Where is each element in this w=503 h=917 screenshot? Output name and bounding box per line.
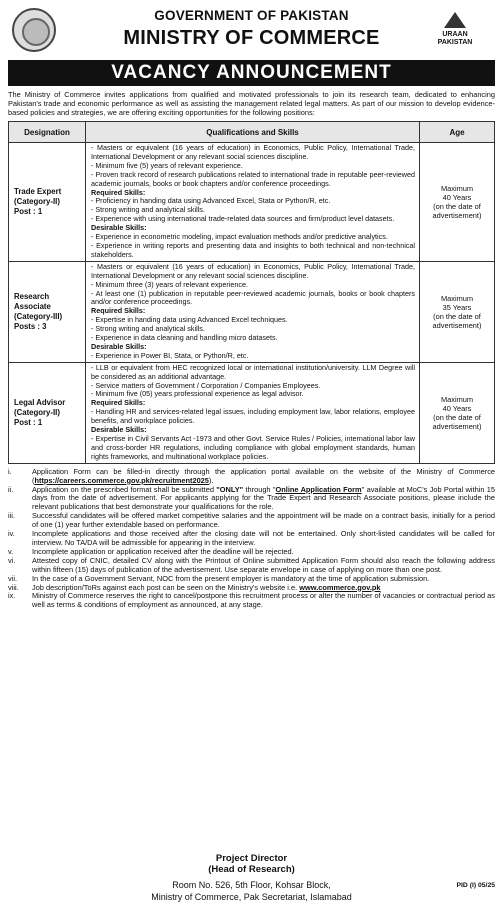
instruction-text: Successful candidates will be offered market competitive salaries and the appointment will be made on a contract basis, initially for a period of one (1) year further extendable based on performance. — [32, 511, 495, 530]
table-header-row — [9, 122, 495, 143]
qualification-line: - Experience in econometric modeling, impact evaluation methods and/or predictive analytics. — [91, 232, 388, 242]
qualification-line: - Strong writing and analytical skills. — [91, 324, 205, 334]
uraan-mark-icon — [444, 12, 466, 28]
age-line: advertisement) — [432, 320, 482, 330]
vacancy-banner: VACANCY ANNOUNCEMENT — [8, 60, 495, 86]
designation-cell — [9, 362, 86, 463]
instruction-number: vi. — [8, 555, 16, 565]
qualification-line: - Masters or equivalent (16 years of education) in Economics, Public Policy, International Trade, International Development or any relevant social sciences discipline. — [91, 261, 415, 280]
qualifications-cell — [86, 362, 420, 463]
age-cell — [420, 143, 495, 262]
qualifications-cell — [86, 143, 420, 262]
instruction-link[interactable]: https://careers.commerce.gov.pk/recruitment2025 — [34, 475, 209, 485]
instruction-text: Incomplete applications and those received after the closing date will not be entertained. Only short-listed candidates will be called for interview. No TA/DA will be admissible for appearing in the interview. — [32, 529, 495, 547]
qualification-line: - Experience in Power BI, Stata, or Python/R, etc. — [91, 350, 249, 360]
instruction-text: Attested copy of CNIC, detailed CV along with the Printout of Online submitted Application Form should also reach the following address within fifteen (15) days of publication of the advertisement. Use separate envelope in case of applying on more than one post. — [32, 555, 495, 574]
positions-body — [9, 143, 495, 464]
age-line: Maximum — [440, 293, 474, 303]
designation-line: Posts : 3 — [14, 321, 47, 331]
qualification-line: - Minimum five (5) years of relevant experience. — [91, 160, 243, 170]
instruction-item — [8, 468, 495, 486]
designation-line: Post : 1 — [14, 417, 43, 427]
ministry-title: MINISTRY OF COMMERCE — [123, 27, 380, 49]
qualification-line: - Strong writing and analytical skills. — [91, 205, 205, 215]
qualification-line: - Experience in writing reports and presenting data and insights to both technical and non-technical stakeholders. — [91, 240, 415, 259]
instruction-link[interactable]: www.commerce.gov.pk — [299, 582, 381, 592]
instruction-text: ). — [208, 475, 214, 485]
qualification-line: - Handling HR and services-related legal issues, including employment law, labor relations, employee benefits, and workplace policies. — [91, 407, 415, 426]
instruction-text: In the case of a Government Servant, NOC from the present employer is mandatory at the time of application submission. — [32, 573, 430, 583]
instruction-number: iii. — [8, 511, 15, 521]
government-title: GOVERNMENT OF PAKISTAN — [154, 8, 349, 23]
qualification-line: - Proficiency in handing data using Advanced Excel, Stata or Python/R, etc. — [91, 196, 331, 206]
age-cell — [420, 362, 495, 463]
skills-heading: Required Skills: — [91, 187, 146, 197]
uraan-pakistan-logo — [429, 12, 481, 47]
designation-line: Associate — [14, 301, 51, 311]
qualification-line: - Expertise in handing data using Advanced Excel techniques. — [91, 315, 288, 325]
header — [0, 0, 503, 60]
instruction-number: ii. — [8, 484, 14, 494]
table-row — [9, 362, 495, 463]
instruction-text: Application on the prescribed format shall be submitted — [32, 484, 217, 494]
designation-line: (Category-II) — [14, 407, 60, 417]
qualifications-cell — [86, 261, 420, 362]
instruction-item — [8, 512, 495, 530]
age-line: (on the date of — [433, 412, 481, 422]
instruction-number: iv. — [8, 529, 15, 539]
qualification-line: - Expertise in Civil Servants Act -1973 and other Govt. Service Rules / Policies, international labor law and cross-border HR regulations, including compliance with global employment standards, human rights frameworks, and multinational workplace policies. — [91, 434, 415, 461]
address-line-2: Ministry of Commerce, Pak Secretariat, Islamabad — [151, 892, 352, 902]
designation-line: Research — [14, 291, 50, 301]
age-line: (on the date of — [433, 311, 481, 321]
designation-line: Trade Expert — [14, 186, 62, 196]
qualification-line: - Service matters of Government / Corporation / Companies Employees. — [91, 380, 321, 390]
age-line: Maximum — [440, 183, 474, 193]
designation-line: Legal Advisor — [14, 397, 66, 407]
positions-table — [8, 121, 495, 464]
age-line: 40 Years — [442, 403, 472, 413]
instruction-number: viii. — [8, 582, 19, 592]
instruction-text: " available at MoC's Job Portal within 15 days from the date of advertisement. For applicants applying for the Trade Expert and Research Associate positions, please include the relevant publications that best demonstrate your qualifications for the role. — [32, 484, 496, 512]
age-line: 40 Years — [442, 192, 472, 202]
head-of-research: (Head of Research) — [208, 864, 295, 875]
instruction-text: Incomplete application or application received after the deadline will be rejected. — [32, 546, 294, 556]
instruction-item — [8, 592, 495, 610]
instruction-item — [8, 557, 495, 575]
instruction-text: "ONLY" — [216, 484, 244, 494]
instruction-number: ix. — [8, 591, 16, 601]
qualification-line: - At least one (1) publication in reputable peer-reviewed academic journals, books or book chapters and/or conference proceedings. — [91, 288, 415, 307]
qualification-line: - LLB or equivalent from HEC recognized local or international institution/university. LLM Degree will be considered as an additional advantage. — [91, 362, 415, 381]
instruction-number: v. — [8, 546, 14, 556]
age-line: advertisement) — [432, 210, 482, 220]
instructions-list — [0, 468, 503, 611]
intro-paragraph: The Ministry of Commerce invites applications from qualified and motivated professionals to join its research team, dedicated to enhancing Pakistan's trade and economic performance as well as assisting the management related legal matters. As part of our mission to develop evidence-based policies and strategies, we are offering exciting opportunities for the following positions: — [8, 90, 495, 117]
qualification-line: - Masters or equivalent (16 years of education) in Economics, Public Policy, International Trade, International Development or any relevant social sciences discipline. — [91, 143, 415, 161]
address-line-1: Room No. 526, 5th Floor, Kohsar Block, — [172, 880, 331, 890]
age-header: Age — [420, 122, 495, 143]
instruction-number: i. — [8, 466, 12, 476]
designation-line: Post : 1 — [14, 206, 43, 216]
age-line: advertisement) — [432, 421, 482, 431]
instruction-text: Application Form can be filled-in directly through the application portal available on the website of the Ministry of Commerce ( — [32, 466, 495, 485]
age-line: 35 Years — [442, 302, 472, 312]
instruction-text: Job description/ToRs against each post can be seen on the Ministry's website i.e. — [32, 582, 300, 592]
uraan-line2: PAKISTAN — [437, 39, 473, 46]
designation-line: (Category-III) — [14, 311, 63, 321]
skills-heading: Desirable Skills: — [91, 425, 147, 435]
age-line: (on the date of — [433, 201, 481, 211]
designation-line: (Category-II) — [14, 196, 60, 206]
age-line: Maximum — [440, 394, 474, 404]
table-row — [9, 261, 495, 362]
skills-heading: Desirable Skills: — [91, 223, 147, 233]
instruction-text: Ministry of Commerce reserves the right to cancel/postpone this recruitment process or alter the number of vacancies or contractual period as well as terms & conditions of employment as announced, at any stage. — [32, 591, 495, 610]
instruction-item — [8, 486, 495, 513]
table-row — [9, 143, 495, 262]
designation-cell — [9, 261, 86, 362]
qualification-line: - Proven track record of research publications related to international trade in reputable peer-reviewed academic journals, books or book chapters and/or conference proceedings. — [91, 169, 415, 188]
uraan-line1: URAAN — [442, 31, 468, 38]
qualification-line: - Minimum three (3) years of relevant experience. — [91, 279, 248, 289]
skills-heading: Required Skills: — [91, 398, 146, 408]
qualification-line: - Minimum five (05) years professional experience as legal advisor. — [91, 389, 304, 399]
skills-heading: Desirable Skills: — [91, 341, 147, 351]
designation-header: Designation — [9, 122, 86, 143]
instruction-item — [8, 530, 495, 548]
qualifications-header: Qualifications and Skills — [86, 122, 420, 143]
designation-cell — [9, 143, 86, 262]
skills-heading: Required Skills: — [91, 306, 146, 316]
age-cell — [420, 261, 495, 362]
instruction-number: vii. — [8, 573, 18, 583]
instruction-link[interactable]: Online Application Form — [275, 484, 362, 494]
qualification-line: - Experience in data cleaning and handling micro datasets. — [91, 333, 278, 343]
instruction-text: through " — [243, 484, 276, 494]
footer-address — [0, 853, 503, 903]
project-director: Project Director — [215, 853, 288, 864]
pid-number: PID (I) 05/25 — [456, 882, 495, 889]
qualification-line: - Experience with using international trade-related data sources and firm/product level datasets. — [91, 214, 395, 224]
